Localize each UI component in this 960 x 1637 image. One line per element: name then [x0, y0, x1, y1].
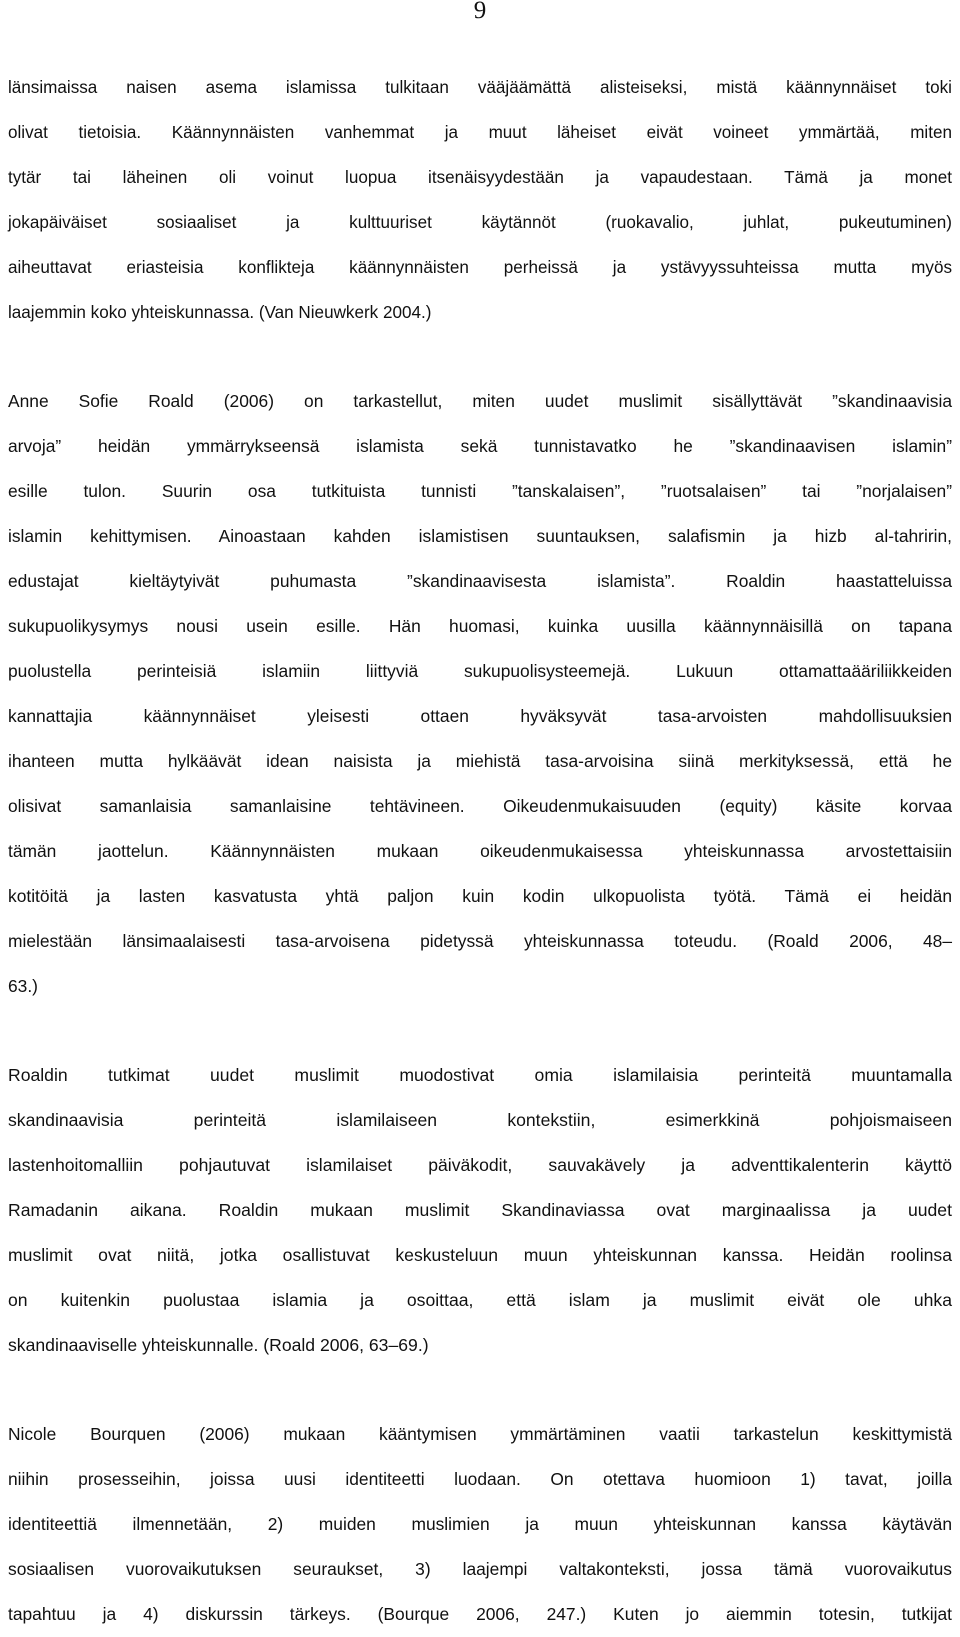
text-line: Roaldin tutkimat uudet muslimit muodostivat omia islamilaisia perinteitä muuntamalla	[8, 1065, 952, 1085]
text-line: Anne Sofie Roald (2006) on tarkastellut, miten uudet muslimit sisällyttävät ”skandinaavisia	[8, 391, 952, 411]
text-line: tämän jaottelun. Käännynnäisten mukaan oikeudenmukaisessa yhteiskunnassa arvostettaisiin	[8, 841, 952, 861]
text-line: jokapäiväiset sosiaaliset ja kulttuuriset käytännöt (ruokavalio, juhlat, pukeutuminen)	[8, 213, 952, 232]
text-line: Ramadanin aikana. Roaldin mukaan muslimit Skandinaviassa ovat marginaalissa ja uudet	[8, 1200, 952, 1220]
paragraph-2	[8, 379, 952, 1009]
text-line: identiteettiä ilmennetään, 2) muiden muslimien ja muun yhteiskunnan kanssa käytävän	[8, 1514, 952, 1534]
text-line: islamin kehittymisen. Ainoastaan kahden islamistisen suuntauksen, salafismin ja hizb al-tahririn,	[8, 526, 952, 546]
text-line: puolustella perinteisiä islamiin liittyviä sukupuolisysteemejä. Lukuun ottamattaääriliikkeiden	[8, 661, 952, 681]
text-line: sosiaalisen vuorovaikutuksen seuraukset, 3) laajempi valtakonteksti, jossa tämä vuorovaikutus	[8, 1559, 952, 1579]
text-line: edustajat kieltäytyivät puhumasta ”skandinaavisesta islamista”. Roaldin haastatteluissa	[8, 571, 952, 591]
text-line: tytär tai läheinen oli voinut luopua itsenäisyydestään ja vapaudestaan. Tämä ja monet	[8, 168, 952, 187]
text-line: olivat tietoisia. Käännynnäisten vanhemmat ja muut läheiset eivät voineet ymmärtää, miten	[8, 123, 952, 142]
text-line: muslimit ovat niitä, jotka osallistuvat keskusteluun muun yhteiskunnan kanssa. Heidän roolinsa	[8, 1245, 952, 1265]
text-line: Nicole Bourquen (2006) mukaan kääntymisen ymmärtäminen vaatii tarkastelun keskittymistä	[8, 1424, 952, 1444]
text-line: tapahtuu ja 4) diskurssin tärkeys. (Bourque 2006, 247.) Kuten jo aiemmin totesin, tutkijat	[8, 1604, 952, 1624]
text-line: laajemmin koko yhteiskunnassa. (Van Nieuwkerk 2004.)	[8, 303, 432, 322]
text-line: kotitöitä ja lasten kasvatusta yhtä paljon kuin kodin ulkopuolista työtä. Tämä ei heidän	[8, 886, 952, 906]
text-line: ihanteen mutta hylkäävät idean naisista ja miehistä tasa-arvoisina siinä merkityksessä, että he	[8, 751, 952, 771]
text-line: länsimaissa naisen asema islamissa tulkitaan vääjäämättä alisteiseksi, mistä käännynnäiset toki	[8, 78, 952, 97]
text-line: skandinaaviselle yhteiskunnalle. (Roald 2006, 63–69.)	[8, 1335, 429, 1355]
text-line: mielestään länsimaalaisesti tasa-arvoisena pidetyssä yhteiskunnassa toteudu. (Roald 2006, 48–	[8, 931, 952, 951]
text-line: aiheuttavat eriasteisia konflikteja käännynnäisten perheissä ja ystävyyssuhteissa mutta myös	[8, 258, 952, 277]
paragraph-1	[8, 65, 952, 335]
page-number: 9	[473, 0, 487, 24]
text-line: 63.)	[8, 976, 38, 996]
document-body	[8, 65, 952, 1637]
text-line: arvoja” heidän ymmärrykseensä islamista sekä tunnistavatko he ”skandinaavisen islamin”	[8, 436, 952, 456]
paragraph-3	[8, 1053, 952, 1368]
text-line: niihin prosesseihin, joissa uusi identiteetti luodaan. On otettava huomioon 1) tavat, joilla	[8, 1469, 952, 1489]
text-line: lastenhoitomalliin pohjautuvat islamilaiset päiväkodit, sauvakävely ja adventtikalenterin käyttö	[8, 1155, 952, 1175]
paragraph-4	[8, 1412, 952, 1637]
text-line: kannattajia käännynnäiset yleisesti ottaen hyväksyvät tasa-arvoisten mahdollisuuksien	[8, 706, 952, 726]
text-line: sukupuolikysymys nousi usein esille. Hän huomasi, kuinka uusilla käännynnäisillä on tapana	[8, 616, 952, 636]
text-line: on kuitenkin puolustaa islamia ja osoittaa, että islam ja muslimit eivät ole uhka	[8, 1290, 952, 1310]
text-line: esille tulon. Suurin osa tutkituista tunnisti ”tanskalaisen”, ”ruotsalaisen” tai ”norjalaisen”	[8, 481, 952, 501]
text-line: skandinaavisia perinteitä islamilaiseen kontekstiin, esimerkkinä pohjoismaiseen	[8, 1110, 952, 1130]
text-line: olisivat samanlaisia samanlaisine tehtävineen. Oikeudenmukaisuuden (equity) käsite korvaa	[8, 796, 952, 816]
